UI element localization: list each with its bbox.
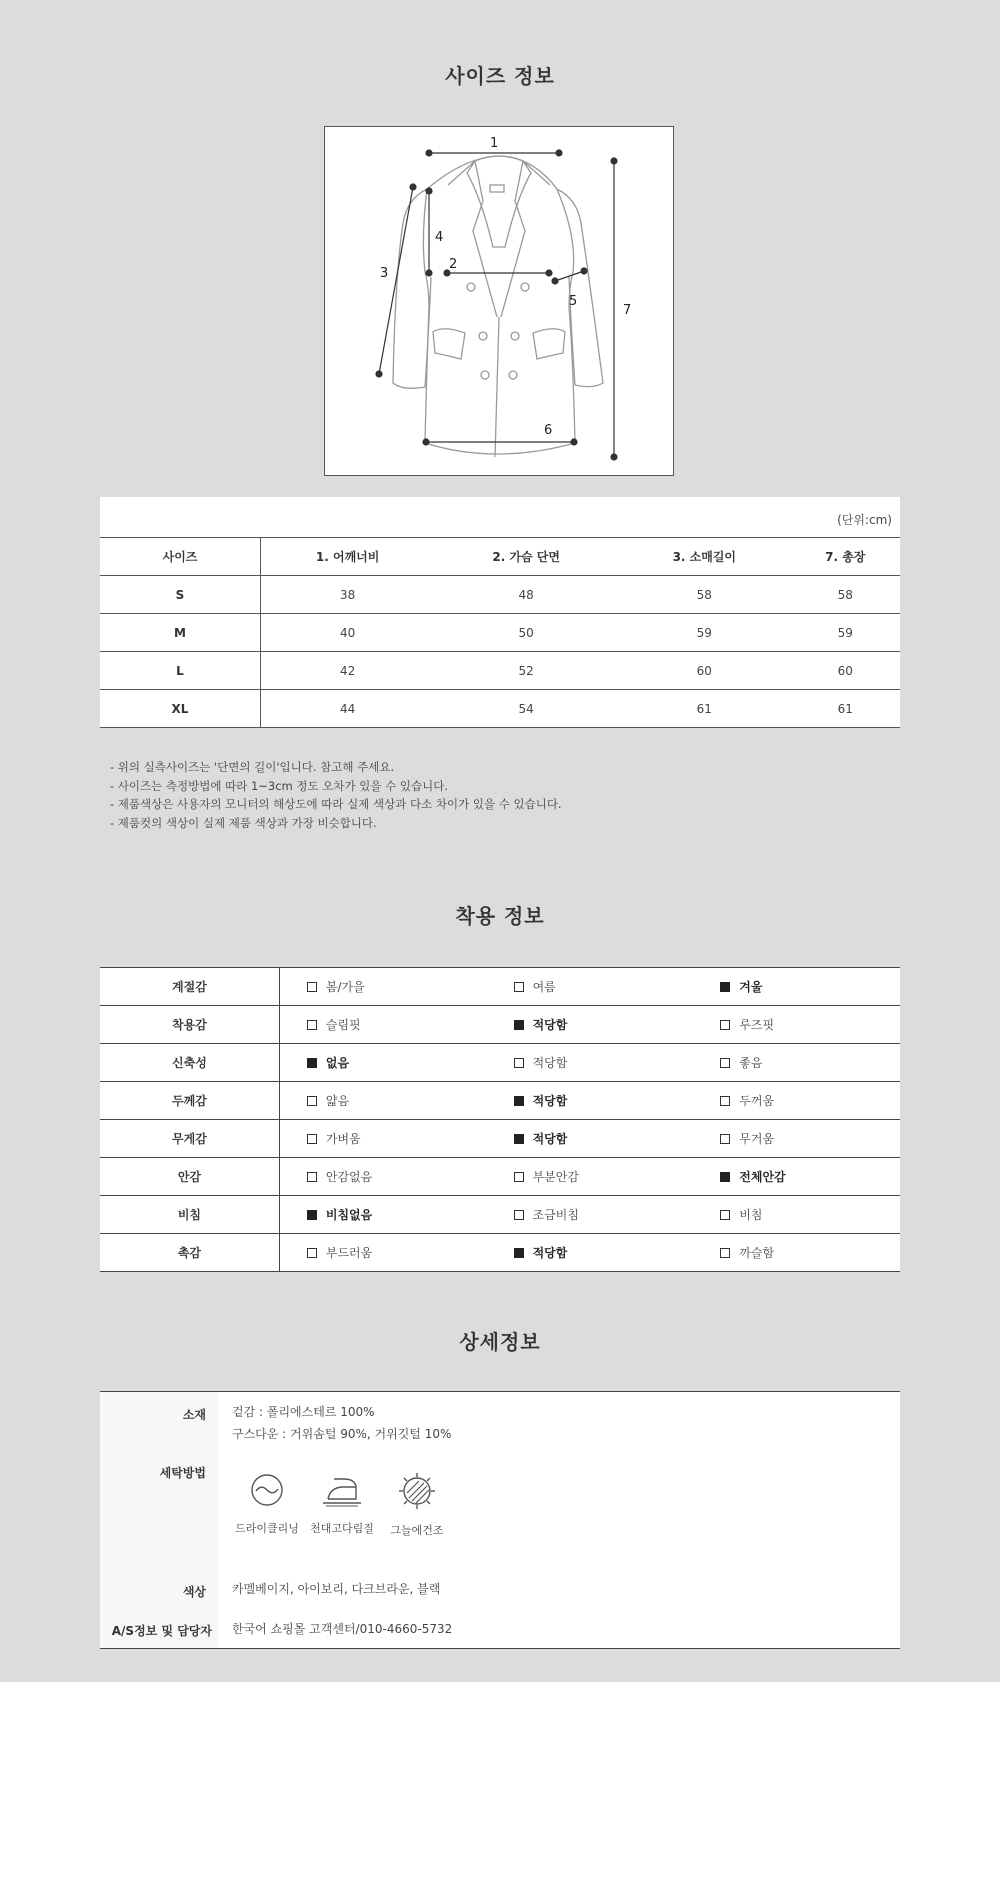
wear-option-label: 조금비침 (532, 1208, 579, 1222)
size-table-header (100, 538, 900, 576)
color-value: 카멜베이지, 아이보리, 다크브라운, 블랙 (232, 1582, 441, 1596)
checked-box-icon (514, 1248, 524, 1258)
wear-row-label: 안감 (100, 1158, 279, 1196)
table-cell: 60 (618, 652, 790, 690)
material-value (232, 1401, 451, 1445)
diagram-label-6: 6 (544, 423, 553, 438)
checked-box-icon (307, 1210, 317, 1220)
coat-drawing (325, 127, 673, 475)
table-cell: 54 (434, 690, 618, 728)
size-cell: XL (100, 690, 261, 728)
unchecked-box-icon (307, 1134, 317, 1144)
wear-option-label: 적당함 (532, 1132, 568, 1146)
unit-label: (단위:cm) (100, 497, 900, 538)
wear-option (279, 968, 486, 1006)
as-label: A/S정보 및 담당자 (111, 1624, 212, 1638)
table-cell: 61 (618, 690, 790, 728)
wear-option-label: 얇음 (325, 1094, 350, 1108)
wear-row (100, 1234, 900, 1272)
diagram-label-1: 1 (490, 136, 499, 151)
unchecked-box-icon (720, 1096, 730, 1106)
wear-row (100, 1158, 900, 1196)
size-notes (110, 758, 562, 832)
wear-option (693, 1082, 900, 1120)
unchecked-box-icon (307, 1020, 317, 1030)
table-cell: 58 (791, 576, 900, 614)
wear-table-container (100, 967, 900, 1272)
material-line: 겉감 : 폴리에스테르 100% (232, 1405, 375, 1419)
wear-option (279, 1044, 486, 1082)
wear-row (100, 1120, 900, 1158)
diagram-label-7: 7 (623, 303, 632, 318)
size-cell: M (100, 614, 261, 652)
wear-option-label: 없음 (325, 1056, 350, 1070)
wear-option (693, 1044, 900, 1082)
wear-option (487, 1196, 694, 1234)
table-cell: 44 (261, 690, 435, 728)
table-row (100, 652, 900, 690)
wear-option (693, 1196, 900, 1234)
wear-option-label: 적당함 (532, 1056, 568, 1070)
wear-row (100, 1006, 900, 1044)
size-cell: L (100, 652, 261, 690)
wear-option (487, 1120, 694, 1158)
wear-option-label: 적당함 (532, 1018, 568, 1032)
wear-option-label: 안감없음 (325, 1170, 373, 1184)
table-row (100, 690, 900, 728)
unchecked-box-icon (514, 1172, 524, 1182)
wear-option (279, 1196, 486, 1234)
wear-option (487, 968, 694, 1006)
unchecked-box-icon (307, 982, 317, 992)
length-col-header: 7. 총장 (791, 538, 900, 576)
wear-option-label: 좋음 (739, 1056, 763, 1070)
table-row (100, 576, 900, 614)
wear-option (487, 1082, 694, 1120)
wear-row (100, 968, 900, 1006)
wear-option-label: 부드러움 (325, 1246, 373, 1260)
wear-option (279, 1158, 486, 1196)
wear-option (487, 1044, 694, 1082)
wear-row-label: 착용감 (100, 1006, 279, 1044)
wear-option-label: 적당함 (532, 1094, 568, 1108)
wear-option-label: 무거움 (739, 1132, 775, 1146)
table-row (100, 614, 900, 652)
size-table (100, 538, 900, 728)
unchecked-box-icon (720, 1210, 730, 1220)
care-caption: 천대고다림질 (310, 1522, 374, 1535)
wear-option-label: 루즈핏 (739, 1018, 775, 1032)
wear-option-label: 적당함 (532, 1246, 568, 1260)
wear-option (279, 1006, 486, 1044)
care-item-shade-dry (382, 1472, 452, 1538)
table-cell: 42 (261, 652, 435, 690)
checked-box-icon (514, 1020, 524, 1030)
wear-option-label: 가벼움 (325, 1132, 361, 1146)
unchecked-box-icon (514, 982, 524, 992)
wear-option-label: 두꺼움 (739, 1094, 775, 1108)
unchecked-box-icon (307, 1248, 317, 1258)
unchecked-box-icon (720, 1058, 730, 1068)
wear-option-label: 부분안감 (532, 1170, 579, 1184)
table-cell: 59 (618, 614, 790, 652)
wear-row-label: 신축성 (100, 1044, 279, 1082)
wear-option (279, 1120, 486, 1158)
wear-row-label: 촉감 (100, 1234, 279, 1272)
wear-option-label: 슬림핏 (325, 1018, 361, 1032)
wear-option-label: 비침없음 (325, 1208, 373, 1222)
wear-option-label: 전체안감 (739, 1170, 786, 1184)
wear-row-label: 두께감 (100, 1082, 279, 1120)
wear-section-title: 착용 정보 (455, 904, 545, 928)
shoulder-col-header: 1. 어깨너비 (261, 538, 435, 576)
wear-option (693, 1234, 900, 1272)
color-label: 색상 (182, 1585, 206, 1599)
unchecked-box-icon (307, 1172, 317, 1182)
note-line: - 제품컷의 색상이 실제 제품 색상과 가장 비슷합니다. (110, 815, 377, 830)
table-cell: 40 (261, 614, 435, 652)
wear-row (100, 1044, 900, 1082)
size-cell: S (100, 576, 261, 614)
wear-option-label: 까슬함 (739, 1246, 775, 1260)
wear-option (487, 1158, 694, 1196)
wear-option (487, 1006, 694, 1044)
unchecked-box-icon (720, 1248, 730, 1258)
table-cell: 52 (434, 652, 618, 690)
diagram-label-3: 3 (380, 266, 389, 281)
table-cell: 59 (791, 614, 900, 652)
care-caption: 그늘에건조 (390, 1524, 444, 1537)
material-label: 소재 (182, 1408, 206, 1422)
wear-option (279, 1234, 486, 1272)
wear-row-label: 비침 (100, 1196, 279, 1234)
as-value: 한국어 쇼핑몰 고객센터/010-4660-5732 (232, 1622, 453, 1636)
unchecked-box-icon (307, 1096, 317, 1106)
detail-label-column (100, 1392, 218, 1648)
table-cell: 60 (791, 652, 900, 690)
checked-box-icon (514, 1134, 524, 1144)
wear-option (279, 1082, 486, 1120)
checked-box-icon (514, 1096, 524, 1106)
wear-option-label: 비침 (739, 1208, 763, 1222)
wear-option-label: 봄/가을 (325, 980, 365, 994)
note-line: - 위의 실측사이즈는 '단면의 길이'입니다. 참고해 주세요. (110, 760, 395, 774)
sleeve-col-header: 3. 소매길이 (618, 538, 790, 576)
wear-option-label: 여름 (532, 980, 556, 994)
iron-cloth-icon (320, 1472, 364, 1508)
detail-info (100, 1391, 900, 1649)
wear-row-label: 무게감 (100, 1120, 279, 1158)
table-cell: 50 (434, 614, 618, 652)
wear-option (693, 1120, 900, 1158)
dry-clean-icon (247, 1472, 287, 1508)
table-cell: 48 (434, 576, 618, 614)
diagram-label-4: 4 (435, 230, 444, 245)
unchecked-box-icon (720, 1020, 730, 1030)
note-line: - 제품색상은 사용자의 모니터의 해상도에 따라 실제 색상과 다소 차이가 있을 수 있습니다. (110, 797, 562, 811)
wear-option-label: 겨울 (739, 980, 763, 994)
wear-row (100, 1082, 900, 1120)
table-cell: 58 (618, 576, 790, 614)
coat-size-diagram (324, 126, 674, 476)
wear-option (487, 1234, 694, 1272)
wear-row (100, 1196, 900, 1234)
unchecked-box-icon (514, 1210, 524, 1220)
checked-box-icon (720, 1172, 730, 1182)
unchecked-box-icon (514, 1058, 524, 1068)
diagram-label-2: 2 (449, 257, 458, 272)
note-line: - 사이즈는 측정방법에 따라 1~3cm 정도 오차가 있을 수 있습니다. (110, 778, 449, 793)
detail-section-title: 상세정보 (459, 1330, 541, 1354)
shade-dry-icon (397, 1472, 437, 1510)
table-cell: 61 (791, 690, 900, 728)
material-line: 구스다운 : 거위솜털 90%, 거위깃털 10% (232, 1427, 452, 1441)
care-item-iron (307, 1472, 377, 1536)
checked-box-icon (307, 1058, 317, 1068)
size-table-container (100, 497, 900, 728)
care-caption: 드라이클리닝 (235, 1522, 299, 1535)
wear-option (693, 968, 900, 1006)
unchecked-box-icon (720, 1134, 730, 1144)
checked-box-icon (720, 982, 730, 992)
wear-row-label: 계절감 (100, 968, 279, 1006)
wear-table (100, 968, 900, 1272)
table-cell: 38 (261, 576, 435, 614)
size-section-title: 사이즈 정보 (445, 64, 555, 88)
chest-col-header: 2. 가슴 단면 (434, 538, 618, 576)
diagram-label-5: 5 (569, 294, 578, 309)
care-label: 세탁방법 (159, 1466, 206, 1480)
wear-option (693, 1006, 900, 1044)
care-item-dry-clean (232, 1472, 302, 1536)
wear-option (693, 1158, 900, 1196)
size-col-header: 사이즈 (100, 538, 261, 576)
